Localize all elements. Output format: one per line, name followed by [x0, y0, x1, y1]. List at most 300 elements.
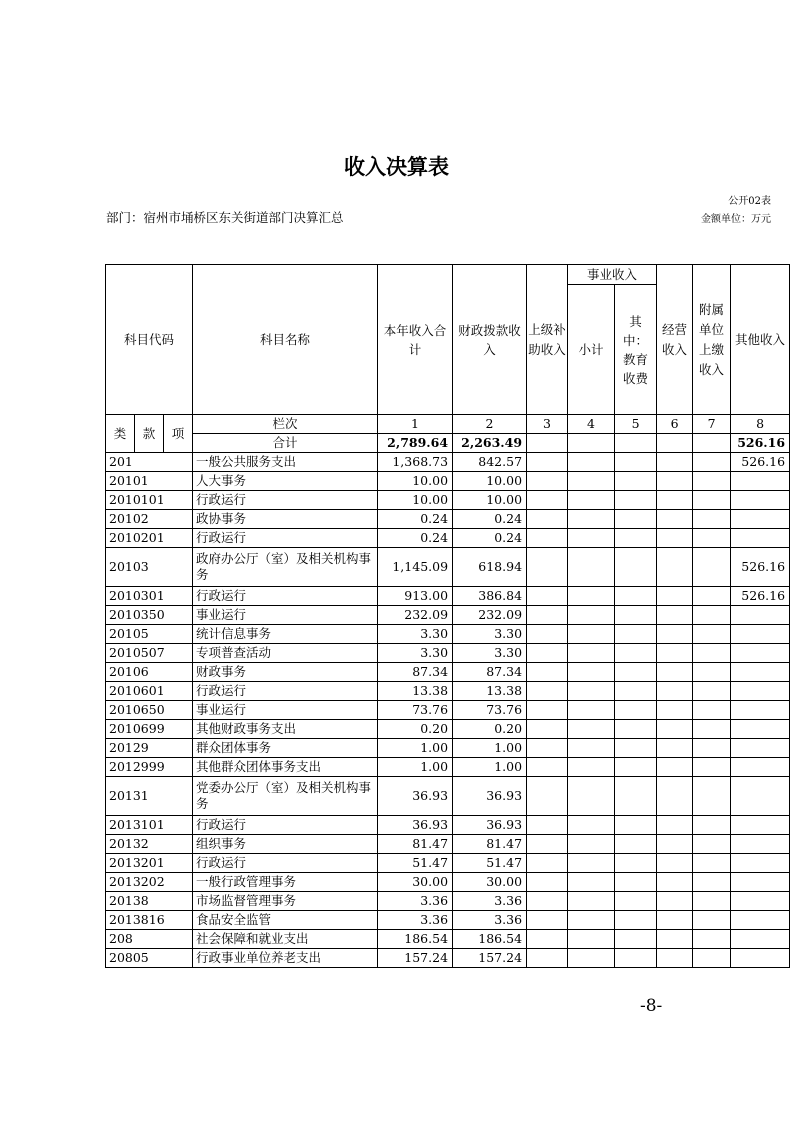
row-code: 20131	[106, 777, 193, 816]
empty-cell	[568, 682, 615, 701]
table-row	[106, 816, 790, 835]
header-other: 其他收入	[731, 265, 790, 415]
empty-cell	[693, 777, 731, 816]
header-affiliated: 附属单位上缴收入	[693, 265, 731, 415]
empty-cell	[657, 606, 693, 625]
row-fiscal: 10.00	[453, 472, 527, 491]
row-other	[731, 720, 790, 739]
empty-cell	[657, 739, 693, 758]
row-fiscal: 0.20	[453, 720, 527, 739]
empty-cell	[657, 548, 693, 587]
empty-cell	[568, 777, 615, 816]
row-total: 3.30	[378, 644, 453, 663]
row-fiscal: 73.76	[453, 701, 527, 720]
table-row	[106, 701, 790, 720]
row-total: 1.00	[378, 739, 453, 758]
empty-cell	[527, 587, 568, 606]
empty-cell	[568, 835, 615, 854]
empty-cell	[568, 644, 615, 663]
empty-cell	[568, 529, 615, 548]
empty-cell	[693, 529, 731, 548]
empty-cell	[693, 758, 731, 777]
empty-cell	[568, 587, 615, 606]
table-row	[106, 854, 790, 873]
header-upper-subsidy: 上级补助收入	[527, 265, 568, 415]
row-name: 一般行政管理事务	[193, 873, 378, 892]
row-code: 20805	[106, 949, 193, 968]
table-row	[106, 835, 790, 854]
table-row	[106, 472, 790, 491]
row-fiscal: 842.57	[453, 453, 527, 472]
row-code: 20101	[106, 472, 193, 491]
header-kuan: 款	[135, 415, 164, 453]
empty-cell	[615, 949, 657, 968]
col-number: 4	[568, 415, 615, 434]
row-total: 36.93	[378, 816, 453, 835]
row-name: 事业运行	[193, 606, 378, 625]
empty-cell	[568, 720, 615, 739]
row-name: 统计信息事务	[193, 625, 378, 644]
header-xiang: 项	[164, 415, 193, 453]
row-name: 政协事务	[193, 510, 378, 529]
row-name: 事业运行	[193, 701, 378, 720]
row-name: 人大事务	[193, 472, 378, 491]
row-fiscal: 13.38	[453, 682, 527, 701]
table-row	[106, 892, 790, 911]
row-fiscal: 3.30	[453, 625, 527, 644]
empty-cell	[527, 644, 568, 663]
col-number: 1	[378, 415, 453, 434]
empty-cell	[693, 701, 731, 720]
empty-cell	[693, 548, 731, 587]
row-name: 一般公共服务支出	[193, 453, 378, 472]
empty-cell	[657, 816, 693, 835]
row-code: 2012999	[106, 758, 193, 777]
empty-cell	[568, 491, 615, 510]
row-fiscal: 3.36	[453, 911, 527, 930]
row-other	[731, 510, 790, 529]
form-code: 公开02表	[728, 196, 771, 207]
row-other	[731, 682, 790, 701]
row-total: 157.24	[378, 949, 453, 968]
row-code: 20132	[106, 835, 193, 854]
row-fiscal: 618.94	[453, 548, 527, 587]
row-name: 党委办公厅（室）及相关机构事务	[193, 777, 378, 816]
empty-cell	[693, 491, 731, 510]
row-fiscal: 1.00	[453, 739, 527, 758]
row-fiscal: 3.36	[453, 892, 527, 911]
empty-cell	[615, 720, 657, 739]
empty-cell	[527, 491, 568, 510]
col-number: 2	[453, 415, 527, 434]
table-row	[106, 491, 790, 510]
empty-cell	[527, 777, 568, 816]
table-row	[106, 587, 790, 606]
empty-cell	[657, 854, 693, 873]
header-code: 科目代码	[106, 265, 193, 415]
row-code: 2010350	[106, 606, 193, 625]
header-education: 其中：教育收费	[615, 285, 657, 415]
row-fiscal: 36.93	[453, 777, 527, 816]
header-subtotal: 小计	[568, 285, 615, 415]
row-other	[731, 644, 790, 663]
row-total: 186.54	[378, 930, 453, 949]
row-total: 73.76	[378, 701, 453, 720]
row-name: 行政事业单位养老支出	[193, 949, 378, 968]
empty-cell	[693, 949, 731, 968]
row-fiscal: 157.24	[453, 949, 527, 968]
table-row	[106, 682, 790, 701]
empty-cell	[615, 606, 657, 625]
empty-cell	[615, 701, 657, 720]
row-total: 36.93	[378, 777, 453, 816]
empty-cell	[568, 548, 615, 587]
empty-cell	[657, 835, 693, 854]
empty-cell	[657, 758, 693, 777]
empty-cell	[568, 453, 615, 472]
row-other	[731, 529, 790, 548]
empty-cell	[657, 644, 693, 663]
table-row	[106, 548, 790, 587]
empty-cell	[568, 739, 615, 758]
empty-cell	[657, 682, 693, 701]
empty-cell	[568, 606, 615, 625]
row-name: 行政运行	[193, 816, 378, 835]
row-total: 10.00	[378, 472, 453, 491]
row-total: 232.09	[378, 606, 453, 625]
row-other	[731, 892, 790, 911]
empty-cell	[527, 873, 568, 892]
empty-cell	[657, 587, 693, 606]
empty-cell	[527, 835, 568, 854]
row-total: 0.24	[378, 510, 453, 529]
empty-cell	[615, 777, 657, 816]
empty-cell	[693, 930, 731, 949]
totals-total: 2,789.64	[378, 434, 453, 453]
row-code: 20129	[106, 739, 193, 758]
table-row	[106, 606, 790, 625]
row-code: 2010507	[106, 644, 193, 663]
col-number: 7	[693, 415, 731, 434]
table-row	[106, 739, 790, 758]
empty-cell	[615, 816, 657, 835]
row-code: 2013816	[106, 911, 193, 930]
row-name: 组织事务	[193, 835, 378, 854]
row-code: 20106	[106, 663, 193, 682]
unit-label: 金额单位：万元	[701, 214, 771, 225]
empty-cell	[615, 587, 657, 606]
row-total: 30.00	[378, 873, 453, 892]
empty-cell	[527, 854, 568, 873]
table-row	[106, 911, 790, 930]
empty-cell	[527, 720, 568, 739]
empty-cell	[693, 644, 731, 663]
empty-cell	[693, 739, 731, 758]
row-name: 食品安全监管	[193, 911, 378, 930]
table-row	[106, 777, 790, 816]
row-other	[731, 663, 790, 682]
empty-cell	[657, 663, 693, 682]
col-number: 6	[657, 415, 693, 434]
empty-cell	[693, 816, 731, 835]
row-other	[731, 625, 790, 644]
empty-cell	[615, 472, 657, 491]
totals-other: 526.16	[731, 434, 790, 453]
empty-cell	[615, 911, 657, 930]
table-header	[106, 265, 790, 453]
empty-cell	[568, 701, 615, 720]
empty-cell	[615, 835, 657, 854]
header-total-income: 本年收入合计	[378, 265, 453, 415]
row-other	[731, 835, 790, 854]
table-row	[106, 949, 790, 968]
totals-row	[106, 434, 790, 453]
empty-cell	[615, 854, 657, 873]
row-total: 1.00	[378, 758, 453, 777]
row-code: 2010101	[106, 491, 193, 510]
empty-cell	[657, 930, 693, 949]
row-other: 526.16	[731, 453, 790, 472]
totals-label: 合计	[193, 434, 378, 453]
empty-cell	[657, 529, 693, 548]
header-fiscal: 财政拨款收入	[453, 265, 527, 415]
empty-cell	[657, 892, 693, 911]
col-number: 8	[731, 415, 790, 434]
row-name: 社会保障和就业支出	[193, 930, 378, 949]
empty-cell	[568, 625, 615, 644]
empty-cell	[568, 873, 615, 892]
row-code: 2010699	[106, 720, 193, 739]
row-code: 2013201	[106, 854, 193, 873]
table-row	[106, 453, 790, 472]
header-business-income: 事业收入	[568, 265, 657, 285]
empty-cell	[568, 663, 615, 682]
row-other	[731, 472, 790, 491]
row-code: 2013101	[106, 816, 193, 835]
row-total: 913.00	[378, 587, 453, 606]
empty-cell	[615, 625, 657, 644]
empty-cell	[693, 720, 731, 739]
row-fiscal: 1.00	[453, 758, 527, 777]
empty-cell	[527, 930, 568, 949]
income-table	[105, 264, 790, 968]
empty-cell	[527, 606, 568, 625]
row-fiscal: 3.30	[453, 644, 527, 663]
row-code: 2010201	[106, 529, 193, 548]
empty-cell	[657, 472, 693, 491]
row-other	[731, 911, 790, 930]
row-total: 51.47	[378, 854, 453, 873]
row-fiscal: 51.47	[453, 854, 527, 873]
row-code: 2010601	[106, 682, 193, 701]
row-fiscal: 30.00	[453, 873, 527, 892]
row-total: 0.20	[378, 720, 453, 739]
empty-cell	[615, 873, 657, 892]
empty-cell	[568, 758, 615, 777]
empty-cell	[527, 453, 568, 472]
empty-cell	[693, 472, 731, 491]
row-code: 20102	[106, 510, 193, 529]
row-code: 208	[106, 930, 193, 949]
empty-cell	[568, 911, 615, 930]
row-name: 行政运行	[193, 529, 378, 548]
row-other	[731, 701, 790, 720]
empty-cell	[527, 472, 568, 491]
row-fiscal: 386.84	[453, 587, 527, 606]
empty-cell	[657, 701, 693, 720]
empty-cell	[527, 663, 568, 682]
row-other	[731, 854, 790, 873]
empty-cell	[693, 873, 731, 892]
row-other	[731, 606, 790, 625]
empty-cell	[657, 777, 693, 816]
empty-cell	[657, 510, 693, 529]
empty-cell	[657, 491, 693, 510]
empty-cell	[527, 739, 568, 758]
row-total: 1,145.09	[378, 548, 453, 587]
row-fiscal: 232.09	[453, 606, 527, 625]
empty-cell	[615, 663, 657, 682]
empty-cell	[527, 510, 568, 529]
row-code: 20103	[106, 548, 193, 587]
table-row	[106, 663, 790, 682]
row-other	[731, 816, 790, 835]
row-other	[731, 491, 790, 510]
empty-cell	[527, 758, 568, 777]
row-name: 群众团体事务	[193, 739, 378, 758]
table-row	[106, 930, 790, 949]
row-fiscal: 0.24	[453, 510, 527, 529]
empty-cell	[693, 682, 731, 701]
row-other: 526.16	[731, 548, 790, 587]
table-row	[106, 625, 790, 644]
row-name: 政府办公厅（室）及相关机构事务	[193, 548, 378, 587]
empty-cell	[693, 663, 731, 682]
empty-cell	[615, 930, 657, 949]
row-other: 526.16	[731, 587, 790, 606]
table-row	[106, 529, 790, 548]
empty-cell	[615, 453, 657, 472]
row-total: 0.24	[378, 529, 453, 548]
empty-cell	[657, 625, 693, 644]
table-row	[106, 510, 790, 529]
row-fiscal: 0.24	[453, 529, 527, 548]
empty-cell	[568, 472, 615, 491]
header-lei: 类	[106, 415, 135, 453]
row-fiscal: 81.47	[453, 835, 527, 854]
empty-cell	[615, 644, 657, 663]
empty-cell	[527, 682, 568, 701]
empty-cell	[657, 911, 693, 930]
empty-cell	[527, 625, 568, 644]
header-name: 科目名称	[193, 265, 378, 415]
row-total: 1,368.73	[378, 453, 453, 472]
empty-cell	[568, 854, 615, 873]
row-other	[731, 930, 790, 949]
table-row	[106, 720, 790, 739]
empty-cell	[568, 930, 615, 949]
empty-cell	[527, 548, 568, 587]
row-fiscal: 36.93	[453, 816, 527, 835]
page-title: 收入决算表	[344, 155, 449, 179]
table-row	[106, 873, 790, 892]
row-name: 行政运行	[193, 491, 378, 510]
empty-cell	[657, 720, 693, 739]
row-other	[731, 758, 790, 777]
row-code: 20105	[106, 625, 193, 644]
header-operating: 经营收入	[657, 265, 693, 415]
empty-cell	[693, 510, 731, 529]
row-code: 20138	[106, 892, 193, 911]
department-label: 部门：宿州市埇桥区东关街道部门决算汇总	[106, 210, 344, 225]
empty-cell	[527, 949, 568, 968]
row-total: 3.30	[378, 625, 453, 644]
empty-cell	[615, 739, 657, 758]
empty-cell	[568, 949, 615, 968]
row-fiscal: 10.00	[453, 491, 527, 510]
empty-cell	[615, 529, 657, 548]
row-name: 其他财政事务支出	[193, 720, 378, 739]
row-name: 其他群众团体事务支出	[193, 758, 378, 777]
empty-cell	[615, 682, 657, 701]
empty-cell	[527, 816, 568, 835]
empty-cell	[693, 835, 731, 854]
row-total: 3.36	[378, 892, 453, 911]
row-name: 专项普查活动	[193, 644, 378, 663]
row-other	[731, 777, 790, 816]
totals-fiscal: 2,263.49	[453, 434, 527, 453]
row-name: 行政运行	[193, 854, 378, 873]
row-code: 2010650	[106, 701, 193, 720]
header-column-index: 栏次	[193, 415, 378, 434]
row-total: 3.36	[378, 911, 453, 930]
row-total: 13.38	[378, 682, 453, 701]
empty-cell	[693, 453, 731, 472]
col-number: 3	[527, 415, 568, 434]
row-total: 10.00	[378, 491, 453, 510]
row-name: 行政运行	[193, 682, 378, 701]
row-total: 87.34	[378, 663, 453, 682]
empty-cell	[615, 491, 657, 510]
empty-cell	[693, 854, 731, 873]
empty-cell	[657, 873, 693, 892]
empty-cell	[693, 911, 731, 930]
empty-cell	[693, 606, 731, 625]
row-code: 2013202	[106, 873, 193, 892]
page-number: -8-	[640, 996, 663, 1016]
table-body	[106, 453, 790, 968]
empty-cell	[615, 548, 657, 587]
empty-cell	[615, 892, 657, 911]
empty-cell	[527, 892, 568, 911]
row-code: 2010301	[106, 587, 193, 606]
row-fiscal: 87.34	[453, 663, 527, 682]
empty-cell	[615, 758, 657, 777]
row-name: 行政运行	[193, 587, 378, 606]
row-other	[731, 739, 790, 758]
row-fiscal: 186.54	[453, 930, 527, 949]
row-code: 201	[106, 453, 193, 472]
table-row	[106, 758, 790, 777]
empty-cell	[568, 892, 615, 911]
col-number: 5	[615, 415, 657, 434]
empty-cell	[657, 949, 693, 968]
table-row	[106, 644, 790, 663]
empty-cell	[527, 701, 568, 720]
empty-cell	[527, 911, 568, 930]
row-other	[731, 873, 790, 892]
empty-cell	[568, 510, 615, 529]
